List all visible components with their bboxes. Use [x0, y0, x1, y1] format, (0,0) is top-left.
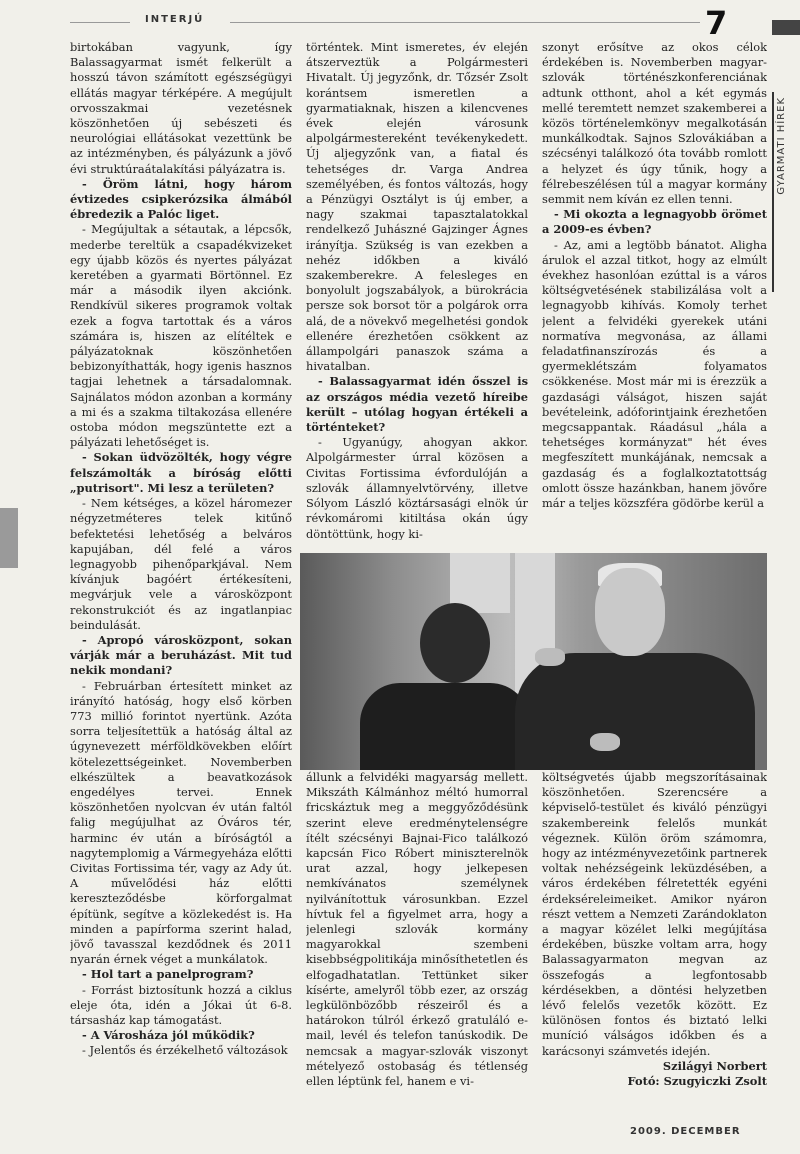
article-column-1 [70, 40, 292, 1125]
article-paragraph: - Ugyanúgy, ahogyan akkor. Alpolgármester úrral közösen a Civitas Fortissima évfordulóján a szlovák államnyelvtörvény, illetve Sólyom László köztársasági elnök úr révkomáromi kitiltása okán úgy döntöttünk, hogy ki- [306, 435, 528, 540]
photo-hand [535, 648, 565, 666]
article-paragraph: - Az, ami a legtöbb bánatot. Aligha árulok el azzal titkot, hogy az elmúlt évekhez hasonlóan ezúttal is a város költségvetésének stabilizálása volt a legnagyobb kihívás. Komoly terhet jelent a felvidéki gyerekek utáni normatíva megvonása, az állami feladatfinanszírozás és a gyermeklétszám folyamatos csökkenése. Most már mi is érezzük a gazdasági válságot, hiszen saját bevételeink, adóforintjaink érezhetően megcsappantak. Ráadásul „hála a tehetséges kormányzat" hét éves megfeszített munkájának, nemcsak a gazdaság és a foglalkoztatottság omlott össze hazánkban, hanem jövőre már a teljes közszféra gödörbe kerül a [542, 237, 767, 511]
article-paragraph: történtek. Mint ismeretes, év elején átszerveztük a Polgármesteri Hivatalt. Új jegyzőnk, dr. Tőzsér Zsolt korántsem ismeretlen a gyarmatiaknak, hiszen a kilencvenes évek elején városunk alpolgármestereként tevékenykedett. Új aljegyzőnk van, a fiatal és tehetséges dr. Varga Andrea személyében, és fontos változás, hogy a Pénzügyi Osztályt is új ember, a nagy szakmai tapasztalatokkal rendelkező Juhászné Gajzinger Ágnes irányítja. Szükség is van ezekben a nehéz időkben a kiváló szakemberekre. A felesleges en bonyolult jogszabályok, a bürokrácia persze sok borsot tör a polgárok orra alá, de a növekvő megelhetési gondok ellenére érezhetően csökkent az állampolgári panaszok száma a hivatalban. [306, 40, 528, 374]
interview-question: - Mi okozta a legnagyobb örömet a 2009-es évben? [542, 207, 767, 237]
interview-question: - Hol tart a panelprogram? [82, 967, 254, 982]
issue-date: 2009. DECEMBER [630, 1126, 741, 1137]
side-marker [772, 20, 800, 35]
article-paragraph: szonyt erősítve az okos célok érdekében is. Novemberben magyar-szlovák történészkonferenciának adtunk otthont, ahol a két egymás mellé teremtett nemzet szakemberei a közös történelemkönyv megalkotásán munkálkodtak. Sajnos Szlovákiában a szécsényi találkozó óta tovább romlott a helyzet és úgy tűnik, hogy a félrebeszélésen túl a magyar kormány semmit nem kíván ez ellen tenni. [542, 40, 767, 207]
interview-question: - A Városháza jól működik? [82, 1028, 255, 1043]
article-column-2 [306, 40, 528, 540]
interview-question: - Balassagyarmat idén ősszel is az országos média vezető híreibe került – utólag hogyan értékeli a történteket? [306, 374, 528, 435]
side-tab [772, 92, 794, 292]
interview-question: - Öröm látni, hogy három évtizedes csipkerózsika álmából ébredezik a Palóc liget. [70, 176, 292, 222]
header-rule-left [70, 22, 130, 23]
article-paragraph: költségvetés újabb megszorításainak köszönhetően. Szerencsére a képviselő-testület és kiváló pénzügyi szakembereink felelős munkát végeznek. Külön öröm számomra, hogy az intézményvezetőink partnerek voltak nehézségeink leküzdésében, a város érdekében félretették egyéni érdekséreleimeiket. Amikor nyáron részt vettem a Nemzeti Zarándoklaton a magyar közélet lelki megújítása érdekében, büszke voltam arra, hogy Balassagyarmaton megvan az összefogás a legfontosabb kérdésekben, a döntési helyzetben lévő felelős vezetők között. Ez különösen fontos és biztató lelki muníció válságos időkben és a karácsonyi számvetés idején. [542, 770, 767, 1058]
article-paragraph: birtokában vagyunk, így Balassagyarmat ismét felkerült a hosszú távon számított egészségügyi ellátás magyar térképére. A megújult orvosszakmai vezetésnek köszönhetően új sebészeti és neurológiai ellátásokat vezettünk be az intézményben, és pályázunk a jövő évi struktúraátalakítási pályázatra is. [70, 40, 292, 176]
photo-person-speaker [515, 653, 755, 770]
interview-photo [300, 553, 767, 770]
author-signature: Szilágyi Norbert [662, 1058, 767, 1073]
article-column-3-continued [542, 770, 767, 1125]
photo-hand [590, 733, 620, 751]
left-edge-strip [0, 508, 18, 568]
photo-credit: Fotó: Szugyiczki Zsolt [627, 1074, 767, 1089]
article-paragraph: állunk a felvidéki magyarság mellett. Mikszáth Kálmánhoz méltó humorral fricskáztuk meg a meggyőződésünk szerint eleve eredménytelenségre ítélt szécsényi Bajnai-Fico találkozó kapcsán Fico Róbert miniszterelnök urat azzal, hogy jelkepesen nemkívánatos személynek nyilvánítottuk városunkban. Ezzel hívtuk fel a figyelmet arra, hogy a jelenlegi szlovák kormány magyarokkal szembeni kisebbségpolitikája minősíthetetlen és elfogadhatatlan. Tettünket siker kísérte, amelyről több ezer, az ország legkülönbözőbb részeiről és a határokon túlról érkező gratuláló e-mail, levél és telefon tanúskodik. De nemcsak a magyar-szlovák viszonyt mételyező ostobaság és tétlenség ellen léptünk fel, hanem e vi- [306, 770, 528, 1089]
article-paragraph: - Nem kétséges, a közel háromezer négyzetméteres telek kitűnő befektetési lehetőség a belváros kapujában, dél felé a város legnagyobb pihenőparkjával. Nem kívánjuk bagóért értékesíteni, megvárjuk vele a városközpont rekonstrukciót és az ingatlanpiac beindulását. [70, 496, 292, 632]
page-number: 7 [705, 4, 728, 42]
section-title: INTERJÚ [145, 14, 205, 25]
photo-person-speaker-head [595, 568, 665, 656]
article-paragraph: - Jelentős és érzékelhető változások [82, 1043, 288, 1058]
article-column-3 [542, 40, 767, 545]
photo-person-listener-head [420, 603, 490, 683]
article-paragraph: - Forrást biztosítunk hozzá a ciklus eleje óta, idén a Jókai út 6-8. társasház kap támogatást. [70, 982, 292, 1027]
article-paragraph: - Megújultak a sétautak, a lépcsők, mederbe tereltük a csapadékvizeket egy újabb közös és nyertes pályázat keretében a gyarmati Börtönnel. Ez már a második ilyen akciónk. Rendkívül sikeres programok voltak ezek a fogva tartottak és a város számára is, hiszen az elítéltek e pályázatoknak köszönhetően bebizonyíthatták, hogy igenis hasznos tagjai lehetnek a társadalomnak. Sajnálatos módon azonban a kormány a mi és a szakma tiltakozása ellenére ostoba módon megszüntette ezt a pályázati lehetőséget is. [70, 222, 292, 450]
header-rule-right [230, 22, 700, 23]
interview-question: - Sokan üdvözölték, hogy végre felszámolták a bíróság előtti „putrisort". Mi lesz a területen? [70, 450, 292, 495]
photo-person-listener [360, 683, 530, 770]
article-paragraph: - Februárban értesített minket az irányító hatóság, hogy első körben 773 millió forintot nyertünk. Azóta sorra teljesítettük a hatóság által az úgynevezett mérföldkövekben előírt kötelezettségeinket. Novemberben elkészültek a beavatkozások engedélyes tervei. Ennek köszönhetően nyolcvan év után faltól falig megújulhat az Óváros tér, harminc év után a bíróságtól a nagytemplomig a Vármegyeháza előtti Civitas Fortissima tér, vagy az Ady út. A művelődési ház előtti kereszteződésbe körforgalmat építünk, segítve a közlekedést is. Ha minden a papírforma szerint halad, jövő tavasszal kezdődnek és 2011 nyarán érnek véget a munkálatok. [70, 678, 292, 967]
side-label: GYARMATI HÍREK [776, 97, 787, 195]
interview-question: - Apropó városközpont, sokan várják már a beruházást. Mit tud nekik mondani? [70, 632, 292, 678]
article-column-2-continued [306, 770, 528, 1125]
